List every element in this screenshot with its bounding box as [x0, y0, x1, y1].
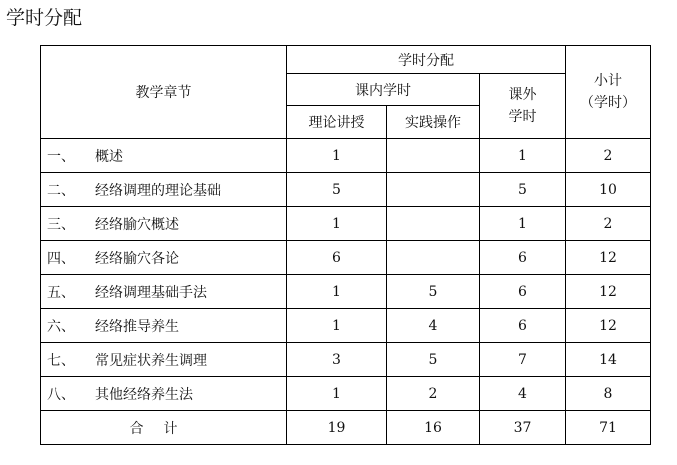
subtotal-cell: 12 [566, 309, 651, 343]
chapter-index: 五、 [47, 284, 75, 301]
chapter-cell [41, 139, 287, 173]
table-body [41, 139, 651, 445]
outside-cell: 6 [480, 241, 566, 275]
total-subtotal: 71 [566, 411, 651, 445]
theory-cell: 6 [287, 241, 387, 275]
chapter-name: 其他经络养生法 [95, 386, 193, 403]
practice-cell [387, 173, 480, 207]
practice-cell: 4 [387, 309, 480, 343]
chapter-index: 四、 [47, 250, 75, 267]
outside-cell: 7 [480, 343, 566, 377]
chapter-index: 三、 [47, 216, 75, 233]
chapter-cell [41, 275, 287, 309]
subtotal-cell: 2 [566, 207, 651, 241]
subtotal-cell: 12 [566, 275, 651, 309]
page-title: 学时分配 [6, 7, 83, 29]
table-row [41, 309, 651, 343]
table-row [41, 377, 651, 411]
total-label: 合计 [41, 411, 287, 445]
table-row [41, 241, 651, 275]
header-outside-line2: 学时 [508, 109, 537, 125]
theory-cell: 1 [287, 309, 387, 343]
chapter-name: 经络推导养生 [95, 318, 179, 335]
table-row [41, 139, 651, 173]
theory-cell: 1 [287, 139, 387, 173]
chapter-cell [41, 309, 287, 343]
total-theory: 19 [287, 411, 387, 445]
header-subtotal-line1: 小计 [594, 73, 622, 89]
theory-cell: 1 [287, 377, 387, 411]
practice-cell: 5 [387, 343, 480, 377]
practice-cell: 2 [387, 377, 480, 411]
total-practice: 16 [387, 411, 480, 445]
practice-cell: 5 [387, 275, 480, 309]
chapter-name: 经络调理的理论基础 [95, 182, 221, 199]
subtotal-cell: 12 [566, 241, 651, 275]
header-outside-line1: 课外 [508, 87, 537, 103]
chapter-name: 概述 [95, 148, 123, 165]
chapter-index: 八、 [47, 386, 75, 403]
theory-cell: 3 [287, 343, 387, 377]
header-in-class: 课内学时 [287, 74, 480, 106]
outside-cell: 1 [480, 207, 566, 241]
theory-cell: 1 [287, 207, 387, 241]
chapter-name: 经络腧穴概述 [95, 216, 179, 233]
header-theory: 理论讲授 [287, 106, 387, 139]
hours-allocation-table [40, 45, 651, 445]
table-row [41, 173, 651, 207]
total-outside: 37 [480, 411, 566, 445]
chapter-index: 七、 [47, 352, 75, 369]
outside-cell: 1 [480, 139, 566, 173]
subtotal-cell: 8 [566, 377, 651, 411]
chapter-index: 一、 [47, 148, 75, 165]
chapter-name: 经络腧穴各论 [95, 250, 179, 267]
table-row [41, 275, 651, 309]
subtotal-cell: 10 [566, 173, 651, 207]
header-subtotal [566, 46, 651, 139]
table-row [41, 343, 651, 377]
header-chapter: 教学章节 [41, 46, 287, 139]
chapter-index: 六、 [47, 318, 75, 335]
practice-cell [387, 139, 480, 173]
practice-cell [387, 241, 480, 275]
chapter-cell [41, 377, 287, 411]
header-allocation: 学时分配 [287, 46, 566, 74]
outside-cell: 5 [480, 173, 566, 207]
header-practice: 实践操作 [387, 106, 480, 139]
total-row [41, 411, 651, 445]
theory-cell: 5 [287, 173, 387, 207]
subtotal-cell: 14 [566, 343, 651, 377]
chapter-name: 常见症状养生调理 [95, 352, 207, 369]
header-subtotal-line2: （学时） [580, 95, 636, 111]
outside-cell: 6 [480, 275, 566, 309]
outside-cell: 6 [480, 309, 566, 343]
table-row [41, 207, 651, 241]
chapter-index: 二、 [47, 182, 75, 199]
theory-cell: 1 [287, 275, 387, 309]
subtotal-cell: 2 [566, 139, 651, 173]
chapter-cell [41, 207, 287, 241]
chapter-cell [41, 241, 287, 275]
outside-cell: 4 [480, 377, 566, 411]
chapter-cell [41, 343, 287, 377]
table-header [41, 46, 651, 139]
chapter-cell [41, 173, 287, 207]
practice-cell [387, 207, 480, 241]
header-outside [480, 74, 566, 139]
chapter-name: 经络调理基础手法 [95, 284, 207, 301]
